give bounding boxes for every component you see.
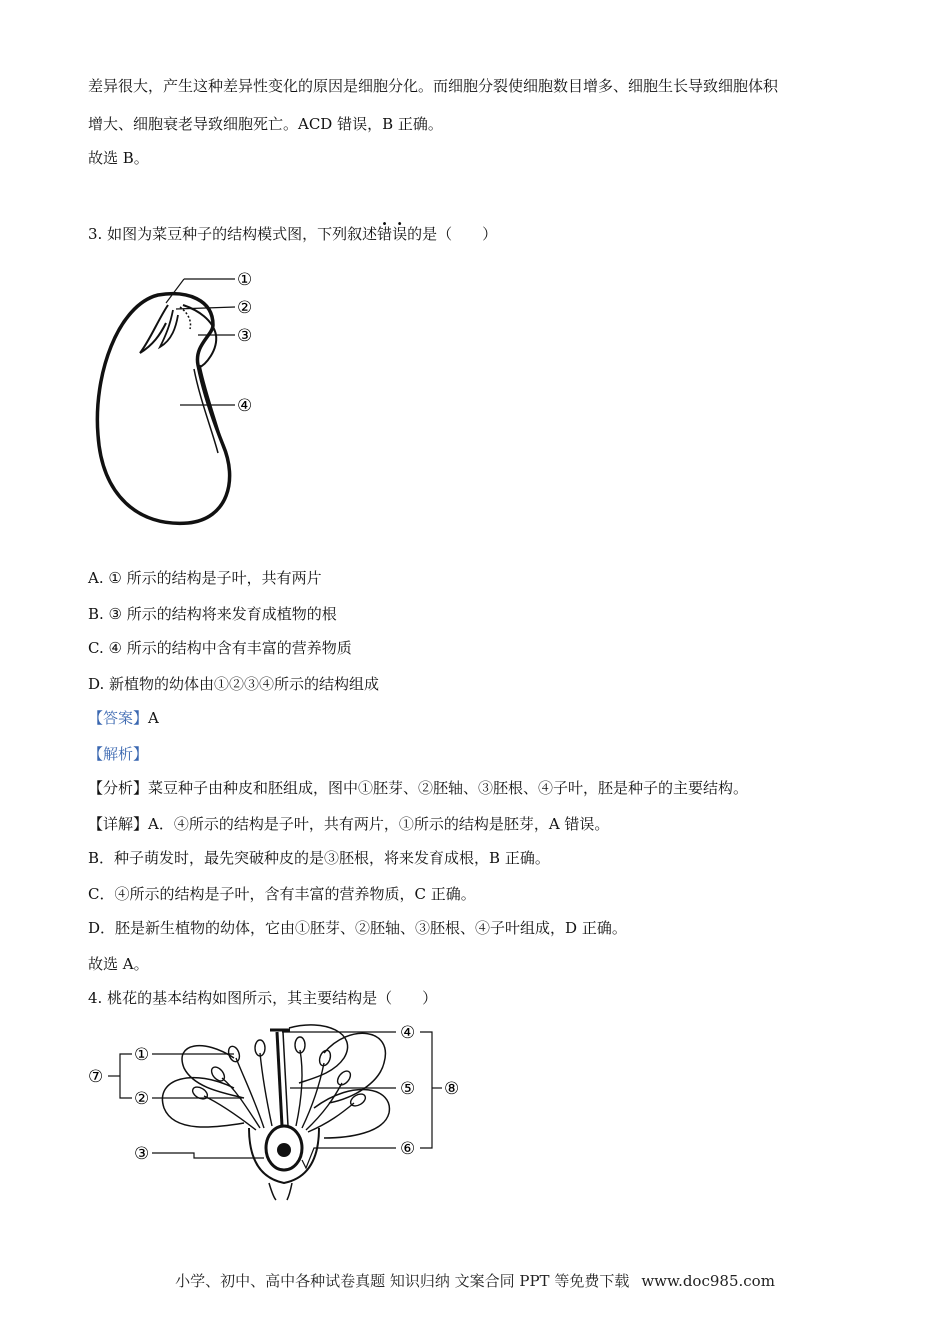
flower-label: ④	[400, 1023, 416, 1043]
analysis-tag: 【解析】	[88, 745, 149, 763]
detail-line: D．胚是新生植物的幼体，它由①胚芽、②胚轴、③胚根、④子叶组成，D 正确。	[88, 919, 627, 937]
peach-flower-diagram	[84, 1018, 474, 1200]
flower-label: ⑦	[88, 1067, 104, 1087]
seed-label: ①	[237, 270, 253, 290]
answer-value: A	[148, 709, 159, 727]
flower-label: ⑧	[444, 1079, 460, 1099]
text-line: 增大、细胞衰老导致细胞死亡。ACD 错误，B 正确。	[88, 115, 443, 133]
footer-url[interactable]: www.doc985.com	[641, 1272, 775, 1290]
seed-label: ③	[237, 326, 253, 346]
conclusion: 故选 A。	[88, 955, 149, 973]
option-c: C. ④ 所示的结构中含有丰富的营养物质	[88, 639, 352, 657]
option-d: D. 新植物的幼体由①②③④所示的结构组成	[88, 675, 380, 693]
answer-line	[88, 708, 159, 728]
emphasis-char: 误	[392, 225, 408, 243]
text-line: 差异很大，产生这种差异性变化的原因是细胞分化。而细胞分裂使细胞数目增多、细胞生长导致细胞体积	[88, 77, 779, 95]
stem-text: 的是（ ）	[407, 225, 498, 243]
seed-label: ②	[237, 298, 253, 318]
detail-line: B．种子萌发时，最先突破种皮的是③胚根，将来发育成根，B 正确。	[88, 849, 550, 867]
detail-line: 【详解】A．④所示的结构是子叶，共有两片，①所示的结构是胚芽，A 错误。	[88, 815, 610, 833]
flower-label: ⑤	[400, 1079, 416, 1099]
seed-label: ④	[237, 396, 253, 416]
option-a: A. ① 所示的结构是子叶，共有两片	[88, 569, 322, 587]
question-4-stem: 4. 桃花的基本结构如图所示，其主要结构是（ ）	[88, 989, 438, 1007]
stem-text: 3. 如图为菜豆种子的结构模式图，下列叙述	[88, 225, 378, 243]
question-3-stem	[88, 224, 497, 244]
answer-tag: 【答案】	[88, 709, 149, 727]
option-b: B. ③ 所示的结构将来发育成植物的根	[88, 605, 337, 623]
flower-label: ②	[134, 1089, 150, 1109]
analysis-fenxi: 【分析】菜豆种子由种皮和胚组成，图中①胚芽、②胚轴、③胚根、④子叶，胚是种子的主要结构。	[88, 779, 749, 797]
flower-label: ①	[134, 1045, 150, 1065]
page-footer	[0, 1270, 950, 1291]
flower-label: ⑥	[400, 1139, 416, 1159]
text-line: 故选 B。	[88, 149, 149, 167]
detail-line: C．④所示的结构是子叶，含有丰富的营养物质，C 正确。	[88, 885, 476, 903]
footer-text: 小学、初中、高中各种试卷真题 知识归纳 文案合同 PPT 等免费下载	[175, 1272, 630, 1290]
emphasis-char: 错	[377, 225, 393, 243]
bean-seed-diagram	[88, 265, 278, 530]
flower-label: ③	[134, 1144, 150, 1164]
